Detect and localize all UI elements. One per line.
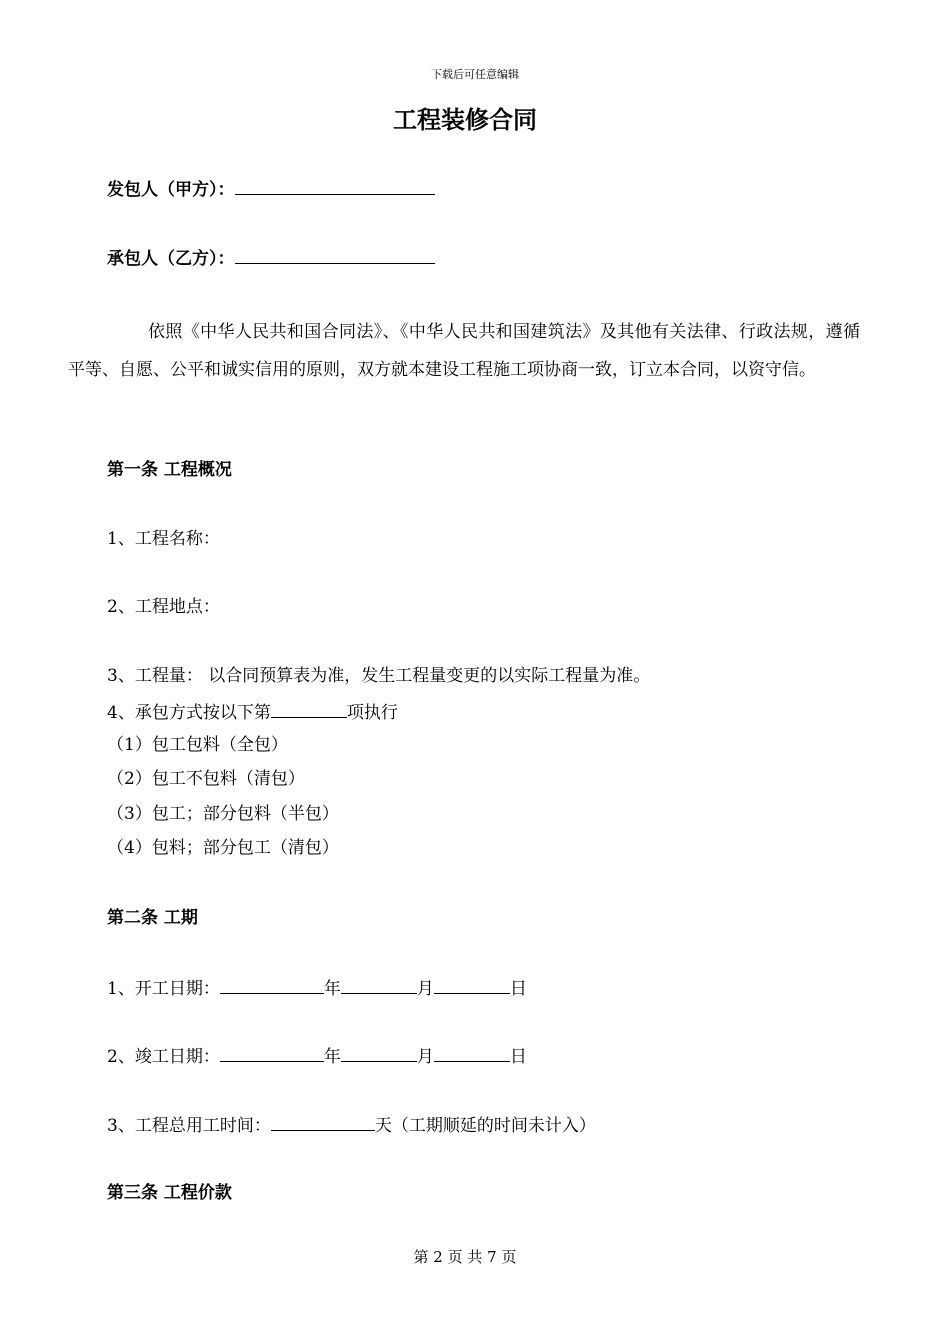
- party-a-label: 发包人（甲方）：: [107, 180, 235, 200]
- start-date-label: 1、开工日期：: [107, 979, 220, 999]
- start-month-blank: [341, 977, 417, 994]
- start-date-line: [107, 977, 527, 999]
- party-a-line: [107, 178, 435, 200]
- project-location-line: 2、工程地点：: [107, 597, 220, 617]
- total-duration-suffix: 天（工期顺延的时间未计入）: [374, 1116, 596, 1136]
- project-name-line: 1、工程名称：: [107, 529, 220, 549]
- contract-method-suffix: 项执行: [346, 703, 398, 723]
- end-date-label: 2、竣工日期：: [107, 1047, 220, 1067]
- day-label: 日: [509, 979, 527, 999]
- option-item: （4）包料；部分包工（清包）: [107, 838, 339, 858]
- total-duration-label: 3、工程总用工时间：: [107, 1116, 271, 1136]
- header-note: 下载后可任意编辑: [431, 68, 519, 81]
- party-a-blank: [235, 178, 435, 195]
- contract-method-prefix: 4、承包方式按以下第: [107, 703, 271, 723]
- option-item: （3）包工；部分包料（半包）: [107, 804, 339, 824]
- end-year-blank: [220, 1045, 324, 1062]
- option-item: （2）包工不包料（清包）: [107, 769, 305, 789]
- party-b-blank: [235, 247, 435, 264]
- start-year-blank: [220, 977, 324, 994]
- total-duration-line: [107, 1114, 596, 1136]
- article3-heading: 第三条 工程价款: [107, 1183, 232, 1203]
- preamble-paragraph: 依照《中华人民共和国合同法》、《中华人民共和国建筑法》及其他有关法律、行政法规，遵循平等、自愿、公平和诚实信用的原则，双方就本建设工程施工项协商一致，订立本合同，以资守信。: [68, 322, 860, 380]
- contract-method-blank: [271, 701, 347, 718]
- year-label: 年: [323, 979, 341, 999]
- party-b-line: [107, 247, 435, 269]
- year-label: 年: [323, 1047, 341, 1067]
- article2-heading: 第二条 工期: [107, 908, 198, 928]
- day-label: 日: [509, 1047, 527, 1067]
- start-day-blank: [434, 977, 510, 994]
- end-day-blank: [434, 1045, 510, 1062]
- total-duration-blank: [271, 1114, 375, 1131]
- article1-heading: 第一条 工程概况: [107, 460, 232, 480]
- option-item: （1）包工包料（全包）: [107, 735, 288, 755]
- contract-title: 工程装修合同: [393, 106, 537, 134]
- page-footer: 第 2 页 共 7 页: [413, 1248, 517, 1266]
- end-month-blank: [341, 1045, 417, 1062]
- contract-method-line: [107, 701, 398, 723]
- month-label: 月: [416, 1047, 434, 1067]
- end-date-line: [107, 1045, 527, 1067]
- month-label: 月: [416, 979, 434, 999]
- project-quantity-line: 3、工程量： 以合同预算表为准，发生工程量变更的以实际工程量为准。: [107, 666, 651, 686]
- party-b-label: 承包人（乙方）：: [107, 249, 235, 269]
